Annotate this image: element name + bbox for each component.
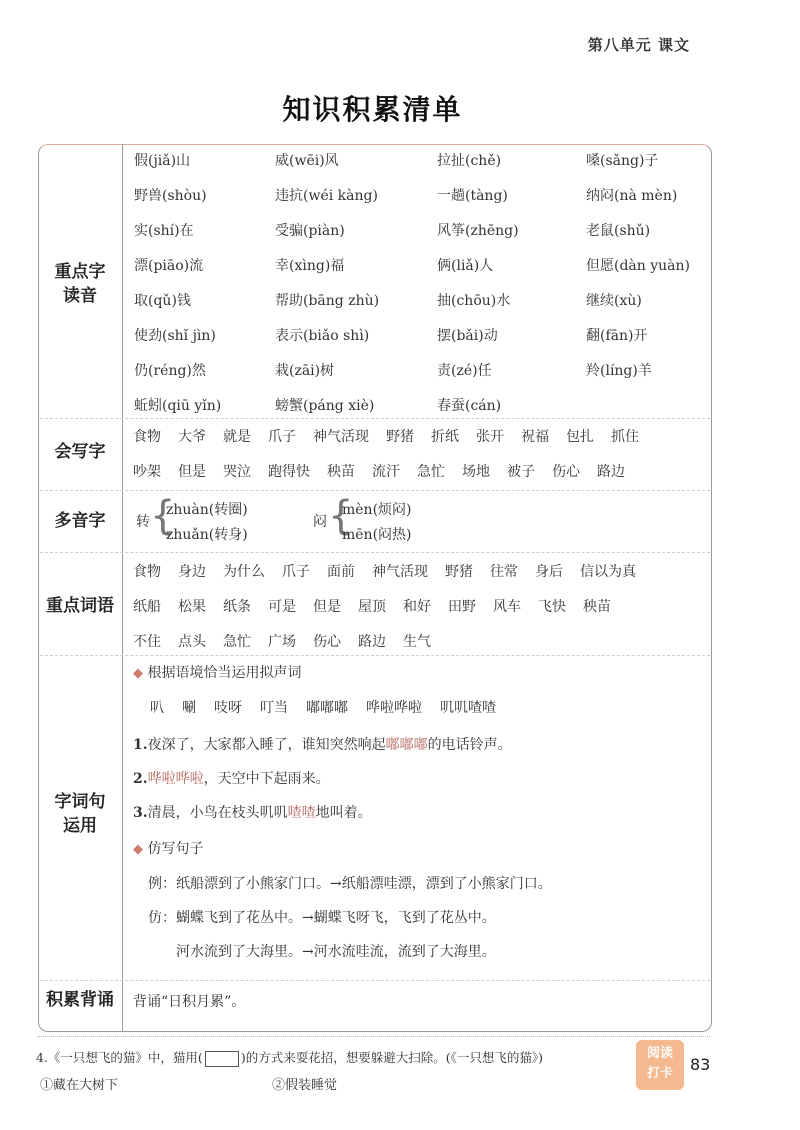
task-onomatopoeia-title: ◆ 根据语境恰当运用拟声词: [133, 665, 302, 681]
writing-word: 食物: [133, 429, 161, 445]
usage-sentence-3: 3.清晨，小鸟在枝头叽叽喳喳地叫着。: [133, 805, 372, 821]
writing-word: 抓住: [611, 429, 639, 445]
separator-polyphone: [40, 552, 710, 553]
page-title: 知识积累清单: [282, 93, 463, 126]
vocab-word: 为什么: [223, 564, 265, 580]
vocab-word: 可是: [268, 599, 296, 615]
writing-word: 野猪: [386, 429, 414, 445]
pronunciation-item: 嗓(sǎng)子: [586, 153, 659, 169]
unit-tag: 第八单元 课文: [587, 36, 690, 54]
section-label-vocab: 重点词语: [46, 596, 114, 616]
diamond-bullet-icon: ◆: [133, 842, 143, 857]
vocab-word: 神气活现: [372, 564, 428, 580]
onomatopoeia-word: 叽叽喳喳: [440, 700, 496, 716]
vocab-word: 广场: [268, 634, 296, 650]
footer-option-2: ②假装睡觉: [272, 1078, 338, 1093]
polyphone-zhuan-reading-1: zhuàn(转圈): [166, 502, 248, 518]
answer-blank[interactable]: [205, 1051, 239, 1067]
pronunciation-item: 责(zé)任: [437, 363, 492, 379]
imitate-answer-2: 河水流到了大海里。→河水流哇流，流到了大海里。: [176, 944, 496, 960]
diamond-bullet-icon: ◆: [133, 666, 143, 681]
pronunciation-item: 蚯蚓(qiū yǐn): [134, 398, 222, 414]
pronunciation-item: 违抗(wéi kàng): [275, 188, 378, 204]
writing-line-1: [133, 426, 656, 446]
writing-word: 吵架: [133, 464, 161, 480]
pronunciation-item: 抽(chōu)水: [437, 293, 511, 309]
pronunciation-item: 羚(líng)羊: [586, 363, 652, 379]
writing-word: 跑得快: [268, 464, 310, 480]
vocab-word: 点头: [178, 634, 206, 650]
pronunciation-item: 继续(xù): [586, 293, 642, 309]
vocab-word: 飞快: [538, 599, 566, 615]
vocab-word: 和好: [403, 599, 431, 615]
vocab-word: 田野: [448, 599, 476, 615]
writing-word: 哭泣: [223, 464, 251, 480]
separator-usage: [40, 980, 710, 981]
writing-word: 爪子: [268, 429, 296, 445]
writing-word: 大爷: [178, 429, 206, 445]
writing-word: 就是: [223, 429, 251, 445]
pronunciation-item: 摆(bǎi)动: [437, 328, 498, 344]
brace-icon: {: [150, 493, 176, 539]
writing-line-2: [133, 461, 642, 481]
vocab-line-2: [133, 596, 628, 616]
pronunciation-item: 纳闷(nà mèn): [586, 188, 678, 204]
vocab-word: 松果: [178, 599, 206, 615]
writing-word: 路边: [597, 464, 625, 480]
vocab-word: 身后: [535, 564, 563, 580]
writing-word: 秧苗: [327, 464, 355, 480]
vocab-word: 急忙: [223, 634, 251, 650]
vocab-line-1: [133, 561, 653, 581]
pronunciation-item: 取(qǔ)钱: [134, 293, 191, 309]
page-number: 83: [690, 1055, 711, 1074]
writing-word: 祝福: [521, 429, 549, 445]
writing-word: 包扎: [566, 429, 594, 445]
footer-question: 4.《一只想飞的猫》中，猫用( )的方式来耍花招，想要躲避大扫除。(《一只想飞的猫》): [36, 1050, 543, 1065]
polyphone-char-zhuan: 转: [136, 514, 150, 530]
onomatopoeia-word: 叮当: [260, 700, 288, 716]
onomatopoeia-word: 哗啦哗啦: [366, 700, 422, 716]
vocab-word: 野猪: [445, 564, 473, 580]
vocab-word: 屋顶: [358, 599, 386, 615]
brace-icon: {: [328, 493, 354, 539]
pronunciation-item: 受骗(piàn): [275, 223, 345, 239]
pronunciation-item: 假(jiǎ)山: [134, 153, 191, 169]
footer-option-1: ①藏在大树下: [40, 1078, 119, 1093]
pronunciation-item: 但愿(dàn yuàn): [586, 258, 690, 274]
pronunciation-item: 实(shí)在: [134, 223, 194, 239]
vocab-word: 不住: [133, 634, 161, 650]
onomatopoeia-word: 吱呀: [214, 700, 242, 716]
task-imitate-title: ◆ 仿写句子: [133, 841, 204, 857]
writing-word: 急忙: [417, 464, 445, 480]
usage-sentence-1: 1.夜深了，大家都入睡了，谁知突然响起嘟嘟嘟的电话铃声。: [133, 737, 512, 753]
section-label-recite: 积累背诵: [46, 990, 114, 1010]
writing-word: 张开: [476, 429, 504, 445]
pronunciation-item: 漂(piāo)流: [134, 258, 204, 274]
section-label-writing: 会写字: [54, 442, 106, 462]
pronunciation-item: 风筝(zhēng): [437, 223, 519, 239]
vocab-word: 食物: [133, 564, 161, 580]
separator-writing: [40, 490, 710, 491]
vocab-word: 纸条: [223, 599, 251, 615]
vocab-word: 信以为真: [580, 564, 636, 580]
vocab-line-3: [133, 631, 448, 651]
vocab-word: 秧苗: [583, 599, 611, 615]
vocab-word: 爪子: [282, 564, 310, 580]
vocab-word: 路边: [358, 634, 386, 650]
polyphone-char-men: 闷: [313, 514, 327, 530]
pronunciation-item: 俩(liǎ)人: [437, 258, 494, 274]
writing-word: 折纸: [431, 429, 459, 445]
pronunciation-item: 帮助(bāng zhù): [275, 293, 380, 309]
pronunciation-item: 表示(biǎo shì): [275, 328, 370, 344]
vocab-word: 但是: [313, 599, 341, 615]
usage-sentence-2: 2.哗啦哗啦，天空中下起雨来。: [133, 771, 330, 787]
section-label-pronunciation: 重点字 读音: [54, 262, 106, 306]
section-label-usage: 字词句 运用: [54, 792, 106, 836]
pronunciation-item: 拉扯(chě): [437, 153, 502, 169]
separator-pronunciation: [40, 418, 710, 419]
pronunciation-item: 螃蟹(páng xiè): [275, 398, 375, 414]
recite-text: 背诵“日积月累”。: [133, 994, 246, 1010]
writing-word: 被子: [507, 464, 535, 480]
footer-divider: [38, 1036, 710, 1037]
label-column-divider: [122, 144, 123, 1032]
polyphone-zhuan-reading-2: zhuǎn(转身): [166, 527, 248, 543]
pronunciation-item: 老鼠(shǔ): [586, 223, 651, 239]
reading-checkin-badge[interactable]: 阅读 打卡: [636, 1040, 684, 1090]
vocab-word: 生气: [403, 634, 431, 650]
imitate-answer-1: 仿：蝴蝶飞到了花丛中。→蝴蝶飞呀飞，飞到了花丛中。: [148, 910, 496, 926]
onomatopoeia-word: 嘟嘟嘟: [306, 700, 348, 716]
writing-word: 伤心: [552, 464, 580, 480]
polyphone-men-reading-2: mēn(闷热): [342, 527, 412, 543]
vocab-word: 纸船: [133, 599, 161, 615]
section-label-polyphone: 多音字: [54, 511, 106, 531]
writing-word: 神气活现: [313, 429, 369, 445]
vocab-word: 伤心: [313, 634, 341, 650]
onomatopoeia-word: 唰: [182, 700, 196, 716]
onomatopoeia-word-bank: [150, 697, 514, 717]
vocab-word: 风车: [493, 599, 521, 615]
polyphone-men-reading-1: mèn(烦闷): [342, 502, 412, 518]
pronunciation-item: 使劲(shǐ jìn): [134, 328, 216, 344]
separator-vocab: [40, 655, 710, 656]
pronunciation-item: 威(wēi)风: [275, 153, 339, 169]
pronunciation-item: 一趟(tàng): [437, 188, 508, 204]
writing-word: 场地: [462, 464, 490, 480]
pronunciation-item: 栽(zāi)树: [275, 363, 335, 379]
imitate-example: 例：纸船漂到了小熊家门口。→纸船漂哇漂，漂到了小熊家门口。: [148, 876, 552, 892]
pronunciation-item: 幸(xìng)福: [275, 258, 345, 274]
pronunciation-item: 仍(réng)然: [134, 363, 206, 379]
writing-word: 但是: [178, 464, 206, 480]
pronunciation-item: 翻(fān)开: [586, 328, 648, 344]
pronunciation-item: 野兽(shòu): [134, 188, 207, 204]
vocab-word: 面前: [327, 564, 355, 580]
vocab-word: 往常: [490, 564, 518, 580]
pronunciation-item: 春蚕(cán): [437, 398, 502, 414]
knowledge-table: [38, 144, 712, 1032]
writing-word: 流汗: [372, 464, 400, 480]
onomatopoeia-word: 叭: [150, 700, 164, 716]
vocab-word: 身边: [178, 564, 206, 580]
